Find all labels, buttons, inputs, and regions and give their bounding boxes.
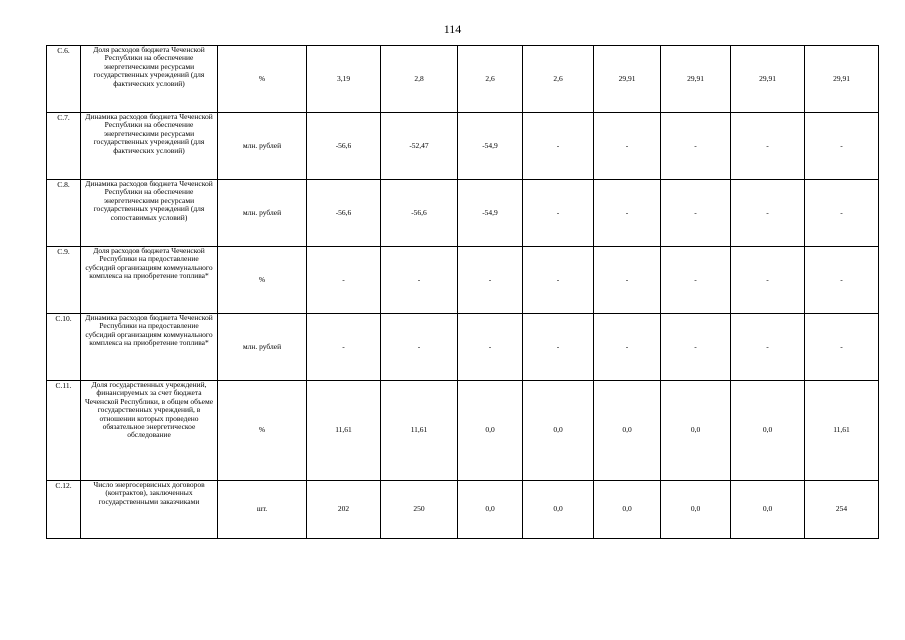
row-value: -56,6	[307, 180, 381, 247]
row-value: -	[594, 314, 661, 381]
row-value: -	[805, 314, 879, 381]
row-code: С.12.	[47, 481, 81, 539]
row-value: -	[523, 314, 594, 381]
page-number: 114	[443, 22, 462, 36]
row-value: -	[523, 113, 594, 180]
row-value: 2,8	[381, 46, 458, 113]
row-unit: %	[218, 381, 307, 481]
row-unit: млн. рублей	[218, 180, 307, 247]
row-unit: млн. рублей	[218, 314, 307, 381]
row-value: -	[661, 180, 731, 247]
row-name: Доля государственных учреждений, финансируемых за счет бюджета Чеченской Республики, в общем объеме государственных учреждений, в отношении которых проведено обязательное энергетическое обследование	[81, 381, 218, 481]
row-value: 3,19	[307, 46, 381, 113]
row-code: С.8.	[47, 180, 81, 247]
row-value: -	[731, 314, 805, 381]
row-name: Динамика расходов бюджета Чеченской Республики на предоставление субсидий организациям коммунального комплекса на приобретение топлива*	[81, 314, 218, 381]
row-value: 202	[307, 481, 381, 539]
row-value: 0,0	[523, 381, 594, 481]
row-value: -	[661, 314, 731, 381]
row-value: -	[594, 180, 661, 247]
row-unit: %	[218, 46, 307, 113]
row-value: -	[307, 247, 381, 314]
row-code: С.6.	[47, 46, 81, 113]
table-row	[47, 247, 879, 314]
row-code: С.9.	[47, 247, 81, 314]
row-value: -56,6	[381, 180, 458, 247]
row-value: 0,0	[731, 481, 805, 539]
row-value: -56,6	[307, 113, 381, 180]
row-value: 0,0	[661, 381, 731, 481]
row-value: 0,0	[661, 481, 731, 539]
row-value: -	[523, 180, 594, 247]
row-value: 0,0	[458, 481, 523, 539]
row-name: Доля расходов бюджета Чеченской Республики на предоставление субсидий организациям коммунального комплекса на приобретение топлива*	[81, 247, 218, 314]
row-value: 29,91	[805, 46, 879, 113]
row-value: -	[805, 113, 879, 180]
row-value: -	[381, 314, 458, 381]
row-value: 2,6	[458, 46, 523, 113]
row-value: 2,6	[523, 46, 594, 113]
table-row	[47, 46, 879, 113]
table-row	[47, 180, 879, 247]
row-unit: %	[218, 247, 307, 314]
row-unit: млн. рублей	[218, 113, 307, 180]
row-value: -	[594, 113, 661, 180]
table-row	[47, 314, 879, 381]
row-name: Доля расходов бюджета Чеченской Республики на обеспечение энергетическими ресурсами государственных учреждений (для фактических условий)	[81, 46, 218, 113]
table-row	[47, 481, 879, 539]
row-name: Динамика расходов бюджета Чеченской Республики на обеспечение энергетическими ресурсами государственных учреждений (для фактических условий)	[81, 113, 218, 180]
row-value: 0,0	[523, 481, 594, 539]
row-value: -	[731, 247, 805, 314]
row-value: 254	[805, 481, 879, 539]
row-value: 0,0	[594, 381, 661, 481]
row-value: 250	[381, 481, 458, 539]
row-value: -54,9	[458, 113, 523, 180]
row-value: -	[731, 113, 805, 180]
row-value: 29,91	[594, 46, 661, 113]
row-value: -	[458, 247, 523, 314]
row-value: 29,91	[731, 46, 805, 113]
row-value: 29,91	[661, 46, 731, 113]
row-value: 11,61	[307, 381, 381, 481]
indicators-table	[46, 45, 879, 539]
row-value: 0,0	[458, 381, 523, 481]
table-row	[47, 381, 879, 481]
row-value: 11,61	[805, 381, 879, 481]
row-value: 11,61	[381, 381, 458, 481]
row-value: -	[661, 247, 731, 314]
row-code: С.10.	[47, 314, 81, 381]
row-value: -	[661, 113, 731, 180]
row-value: -	[594, 247, 661, 314]
row-name: Динамика расходов бюджета Чеченской Республики на обеспечение энергетическими ресурсами государственных учреждений (для сопоставимых условий)	[81, 180, 218, 247]
row-value: -	[458, 314, 523, 381]
row-code: С.7.	[47, 113, 81, 180]
row-value: -52,47	[381, 113, 458, 180]
row-code: С.11.	[47, 381, 81, 481]
table-row	[47, 113, 879, 180]
row-name: Число энергосервисных договоров (контрактов), заключенных государственными заказчиками	[81, 481, 218, 539]
row-unit: шт.	[218, 481, 307, 539]
row-value: -	[381, 247, 458, 314]
row-value: -	[307, 314, 381, 381]
row-value: -	[731, 180, 805, 247]
row-value: -	[805, 247, 879, 314]
row-value: -	[805, 180, 879, 247]
row-value: 0,0	[594, 481, 661, 539]
row-value: 0,0	[731, 381, 805, 481]
row-value: -54,9	[458, 180, 523, 247]
row-value: -	[523, 247, 594, 314]
